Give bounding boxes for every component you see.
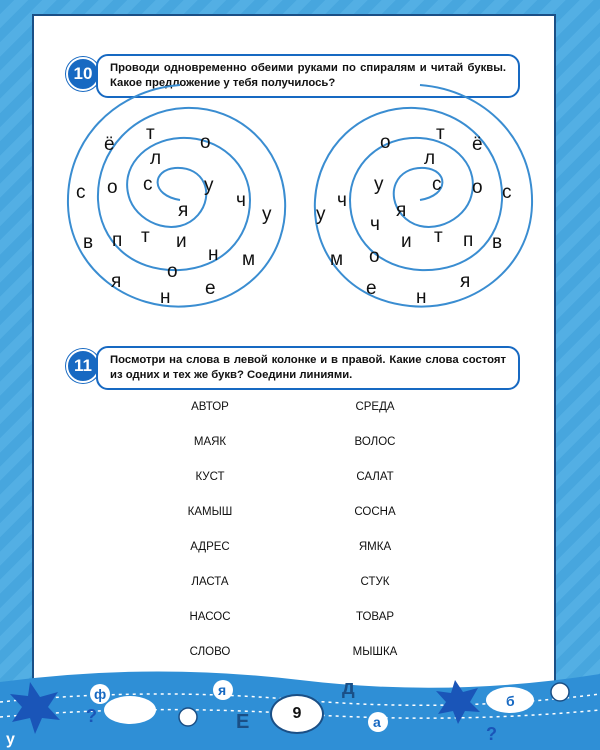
task-10-number-badge: 10	[66, 57, 100, 91]
right-spiral-letter: и	[401, 231, 412, 252]
left-spiral-letter: е	[205, 278, 216, 299]
decor-letter: Е	[236, 711, 250, 733]
right-spiral-letter: у	[316, 204, 326, 225]
left-word: НАСОС	[189, 611, 231, 623]
right-spiral-letter: я	[396, 200, 407, 221]
left-word: СЛОВО	[189, 646, 231, 658]
left-word: АВТОР	[191, 401, 229, 413]
question-mark-icon: ?	[486, 724, 497, 744]
left-spiral-letter: т	[141, 226, 150, 247]
right-spiral-letter: ё	[472, 134, 483, 155]
right-spiral-letter: я	[460, 271, 471, 292]
right-word: СРЕДА	[355, 401, 395, 413]
left-word: КАМЫШ	[187, 506, 233, 518]
decor-letter: б	[506, 693, 515, 709]
left-spiral-letter: л	[150, 148, 162, 169]
left-word: ЛАСТА	[191, 576, 229, 588]
left-spiral-letter: я	[178, 200, 189, 221]
left-word: АДРЕС	[190, 541, 230, 553]
right-word: САЛАТ	[356, 471, 394, 483]
task-10-instruction: Проводи одновременно обеими руками по спиралям и читай буквы. Какое предложение у тебя получилось?	[96, 54, 520, 98]
right-word: ВОЛОС	[354, 436, 396, 448]
decor-letter: я	[218, 682, 227, 698]
task-11-instruction: Посмотри на слова в левой колонке и в правой. Какие слова состоят из одних и тех же букв? Соедини линиями.	[96, 346, 520, 390]
right-spiral-letter: в	[492, 232, 503, 253]
right-spiral-letter: с	[502, 182, 512, 203]
right-spiral-letter: л	[424, 148, 436, 169]
left-spiral-letter: в	[83, 232, 94, 253]
left-spiral-letter: о	[200, 132, 211, 153]
right-spiral-letter: м	[330, 249, 344, 270]
right-word: ТОВАР	[355, 611, 395, 623]
right-spiral-letter: ч	[370, 214, 380, 235]
right-word: СТУК	[360, 576, 390, 588]
task-11-number-badge: 11	[66, 349, 100, 383]
right-spiral-letter: т	[434, 226, 443, 247]
left-spiral-letter: т	[146, 123, 155, 144]
left-spiral-letter: о	[107, 177, 118, 198]
left-spiral-letter: я	[111, 271, 122, 292]
decor-letter: а	[373, 714, 381, 730]
page-number: 9	[270, 694, 324, 734]
left-word: МАЯК	[193, 436, 227, 448]
left-spiral-letter: ё	[104, 134, 115, 155]
question-mark-icon: ?	[86, 706, 97, 726]
decor-letter: ф	[94, 686, 107, 702]
right-word: ЯМКА	[358, 541, 392, 553]
left-spiral-letter: и	[176, 231, 187, 252]
left-spiral-letter: у	[262, 204, 272, 225]
decor-letter: д	[342, 677, 355, 699]
right-word: МЫШКА	[352, 646, 398, 658]
left-spiral-letter: с	[143, 174, 153, 195]
left-spiral-letter: н	[208, 244, 219, 265]
right-spiral-letter: о	[369, 246, 380, 267]
left-spiral-letter: н	[160, 287, 171, 308]
right-spiral-line	[315, 85, 532, 307]
task-11-header	[70, 346, 520, 386]
right-spiral-letter: т	[436, 123, 445, 144]
right-spiral-letter: п	[463, 230, 474, 251]
right-spiral-letter: ч	[337, 190, 347, 211]
stopwatch-icon	[551, 683, 569, 701]
left-word: КУСТ	[195, 471, 225, 483]
left-spiral-letter: с	[76, 182, 86, 203]
stopwatch-icon	[179, 708, 197, 726]
right-spiral-letter: с	[432, 174, 442, 195]
decor-letter: у	[6, 731, 15, 748]
right-spiral-letter: у	[374, 174, 384, 195]
left-spiral-letter: м	[242, 249, 256, 270]
left-spiral-letter: у	[204, 175, 214, 196]
right-spiral-letter: е	[366, 278, 377, 299]
right-spiral-letter: н	[416, 287, 427, 308]
left-spiral-letter: п	[112, 230, 123, 251]
cloud-icon	[104, 696, 156, 724]
right-word: СОСНА	[354, 506, 396, 518]
right-spiral-letter: о	[380, 132, 391, 153]
left-spiral-letter: о	[167, 261, 178, 282]
right-spiral-letter: о	[472, 177, 483, 198]
left-spiral-letter: ч	[236, 190, 246, 211]
